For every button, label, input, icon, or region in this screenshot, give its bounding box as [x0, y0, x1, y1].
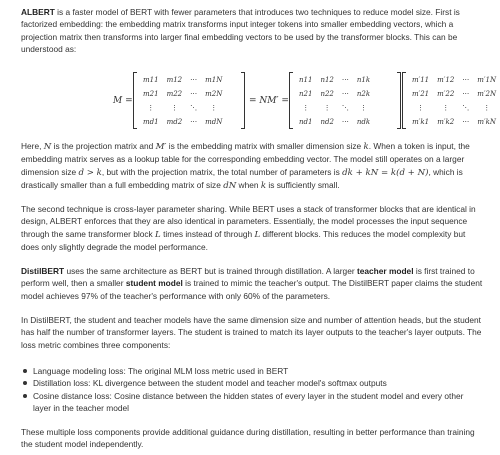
math-k: k: [363, 142, 369, 152]
matrix-cell: md2: [166, 117, 183, 126]
matrix-cell: ⋯: [190, 75, 198, 84]
matrix-cell: ⋮: [483, 103, 491, 112]
p4-text-3: is trained to mimic the teacher's output. The DistilBERT paper claims the student model achieves 97% of the teacher's performance with only 60% of the parameters.: [21, 278, 483, 301]
matrix-cell: ⋮: [417, 103, 425, 112]
matrix-cell: nd2: [320, 117, 334, 126]
matrix-cell: ⋯: [341, 117, 349, 126]
matrix-cell: ⋱: [462, 103, 470, 112]
p2-text-1: Here,: [21, 141, 44, 151]
matrix-cell: n22: [320, 89, 334, 98]
p2-text-7: when: [236, 180, 261, 191]
matrix-cell: ⋯: [462, 75, 470, 84]
matrix-cell: m′22: [437, 89, 455, 98]
list-item: [21, 390, 483, 415]
matrix-m-prime-table: [408, 73, 500, 129]
matrix-cell: ⋮: [210, 103, 218, 112]
matrix-cell: n12: [320, 75, 334, 84]
matrix-m-table: [139, 73, 226, 129]
matrix-cell: ⋮: [360, 103, 368, 112]
matrix-cell: m′k2: [437, 117, 455, 126]
list-item-text: Cosine distance loss: Cosine distance between the hidden states of every layer in the student model and every other layer in the teacher model: [33, 390, 464, 414]
matrix-cell: ⋱: [190, 103, 198, 112]
p2-text-4: . When a token is input, the embedding matrix serves as a lookup table for the corresponding embedding vector. The model still operates on a larger dimension size: [21, 141, 470, 177]
p2-text-2: is the projection matrix and: [51, 141, 156, 151]
distilbert-paragraph: [21, 265, 483, 302]
albert-intro-paragraph: [21, 6, 483, 56]
matrix-cell: ⋯: [341, 89, 349, 98]
parameter-sharing-paragraph: [21, 203, 483, 254]
list-item-text: Language modeling loss: The original MLM loss metric used in BERT: [33, 366, 289, 376]
p2-text-6: , which is drastically smaller than a full embedding matrix of size: [21, 166, 463, 191]
matrix-cell: ⋮: [147, 103, 155, 112]
matrix-cell: ⋮: [302, 103, 310, 112]
list-item-text: Distillation loss: KL divergence between the student model and teacher model's softmax outputs: [33, 378, 387, 389]
matrix-cell: ndk: [356, 117, 371, 126]
matrix-cell: ⋯: [462, 117, 470, 126]
bullet-icon: [23, 394, 27, 398]
matrix-cell: m′21: [412, 89, 430, 98]
matrix-cell: n11: [299, 75, 313, 84]
p2-text-5: , but with the projection matrix, the total number of parameters is: [101, 166, 343, 177]
matrix-cell: m′k1: [412, 117, 430, 126]
matrix-cell: ⋮: [442, 103, 450, 112]
closing-paragraph: These multiple loss components provide additional guidance during distillation, resulting in better performance than training the student model independently.: [21, 427, 475, 450]
matrix-m-prime: [402, 71, 500, 131]
matrix-m: [133, 71, 245, 131]
math-param-count: dk + kN = k(d + N): [342, 167, 429, 178]
matrix-cell: ⋯: [462, 89, 470, 98]
p3-text-2: times instead of through: [160, 228, 255, 239]
p4-text-2: is first trained to perform well, then a smaller: [21, 266, 475, 289]
matrix-cell: m′kN: [477, 117, 496, 126]
albert-intro-text: is a faster model of BERT with fewer parameters that introduces two techniques to reduce model size. First is factorized embedding: the embedding matrix transforms input integer tokens into smaller embedding vectors, which a projection matrix then transforms into larger final embedding vectors to be used by the transformer blocks. This can be understood as:: [21, 7, 460, 55]
math-dn: dN: [223, 181, 237, 192]
math-n: N: [43, 142, 52, 152]
matrix-cell: m22: [166, 89, 183, 98]
math-l-2: L: [254, 229, 261, 240]
matrix-cell: m′12: [437, 75, 455, 84]
distilbert-term: DistilBERT: [21, 266, 65, 276]
matrix-cell: n21: [299, 89, 313, 98]
student-model-term: student model: [125, 278, 183, 289]
math-m-prime: M′: [155, 142, 167, 152]
distilbert-details-paragraph: In DistilBERT, the student and teacher models have the same dimension size and number of attention heads, but the student has half the number of transformer layers. The student is trained to match its layer outputs to the teacher's layer outputs. The loss metric combines three components:: [21, 315, 482, 350]
matrix-cell: nd1: [299, 117, 313, 126]
matrix-n-table: [295, 73, 374, 129]
matrix-cell: m2N: [205, 89, 223, 98]
matrix-cell: m′1N: [477, 75, 497, 84]
math-d-gt-k: d > k: [78, 167, 102, 178]
teacher-model-term: teacher model: [356, 266, 414, 276]
matrix-cell: n1k: [356, 75, 371, 84]
albert-term: ALBERT: [21, 7, 55, 17]
matrix-cell: ⋮: [170, 103, 178, 112]
p4-text-1: uses the same architecture as BERT but is trained through distillation. A larger: [64, 266, 357, 276]
matrix-cell: md1: [143, 117, 159, 126]
matrix-cell: ⋯: [190, 89, 198, 98]
embedding-factorization-equation: [21, 71, 497, 133]
math-k-2: k: [260, 181, 267, 192]
matrix-cell: ⋱: [341, 103, 349, 112]
matrix-cell: n2k: [356, 89, 371, 98]
equation-lhs: M =: [113, 96, 133, 106]
bullet-icon: [23, 369, 27, 373]
matrix-cell: ⋯: [341, 75, 349, 84]
matrix-cell: ⋮: [323, 103, 331, 112]
matrix-cell: ⋯: [190, 117, 198, 126]
matrix-cell: m12: [166, 75, 183, 84]
math-l: L: [155, 229, 161, 240]
list-item: [21, 365, 483, 377]
matrix-n: [289, 71, 401, 131]
p3-text-1: The second technique is cross-layer parameter sharing. While BERT uses a stack of transformer blocks that are identical in design, ALBERT enforces that they are also identical in parameters. Essentially, the model processes the input sequence through the same transformer block: [21, 204, 476, 239]
list-item: [21, 377, 483, 389]
matrix-cell: m′11: [412, 75, 430, 84]
loss-components-list: [21, 365, 483, 415]
matrix-cell: m21: [143, 89, 159, 98]
p2-text-8: is sufficiently small.: [266, 180, 340, 191]
equation-mid: = NM′ =: [249, 96, 289, 106]
matrix-cell: m1N: [205, 75, 223, 84]
p2-text-3: is the embedding matrix with smaller dimension size: [166, 141, 364, 151]
projection-matrix-paragraph: [21, 140, 483, 193]
matrix-cell: m11: [143, 75, 159, 84]
matrix-cell: mdN: [205, 117, 223, 126]
p3-text-3: different blocks. This reduces the model complexity but does only slightly degrade the model performance.: [21, 228, 466, 253]
bullet-icon: [23, 381, 27, 385]
matrix-cell: m′2N: [477, 89, 497, 98]
